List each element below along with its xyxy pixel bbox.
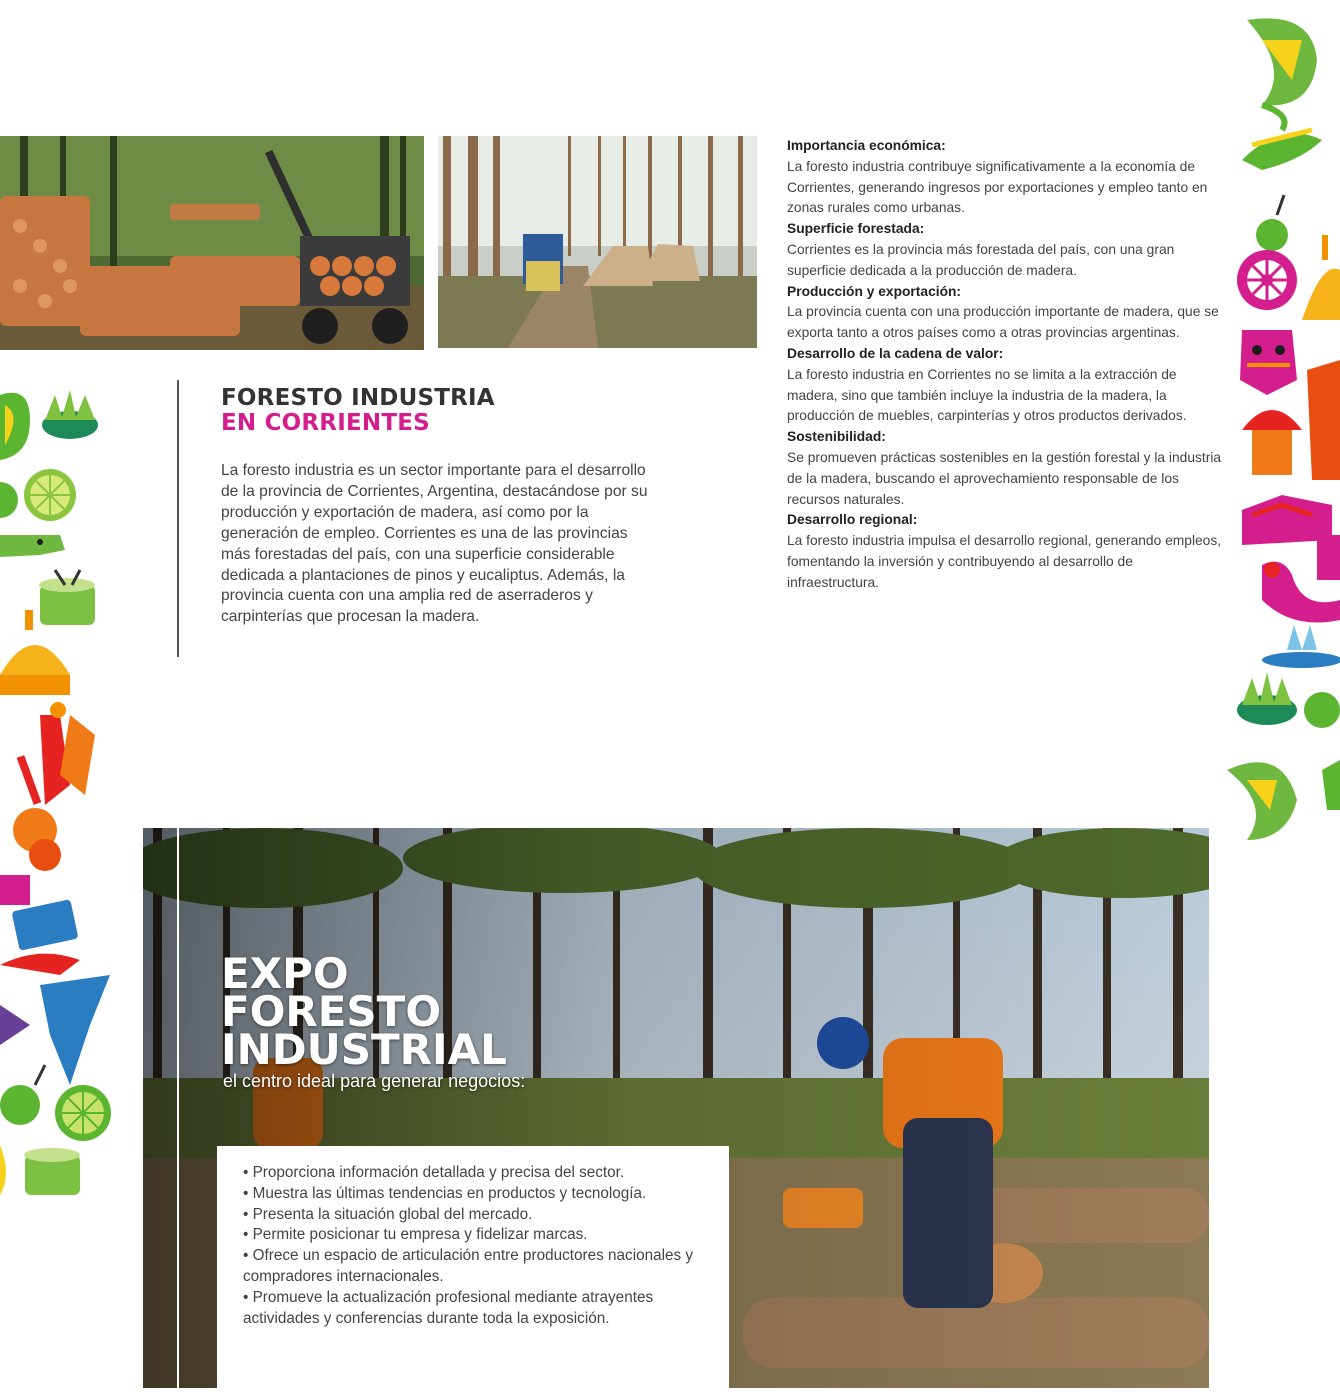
expo-title-line: INDUSTRIAL <box>221 1025 507 1074</box>
section-heading: Importancia económica: <box>787 138 946 153</box>
section-heading: Sostenibilidad: <box>787 429 886 445</box>
list-item: • Permite posicionar tu empresa y fidelizar marcas. <box>243 1226 588 1244</box>
crocodile-icon <box>1242 130 1322 170</box>
expo-subtitle: el centro ideal para generar negocios: <box>223 1071 526 1091</box>
citrus-icon <box>55 1085 111 1141</box>
intro-paragraph: La foresto industria es un sector importante para el desarrollo de la provincia de Corrientes, Argentina, destacándose por su producción y exportación de madera, así como por la generación de empleo. Corrientes es una de las provincias más forestadas del país, con una superficie considerable dedicada a plantaciones de pinos y eucaliptus. Además, la provincia cuenta con una amplia red de aserraderos y carpinterías que procesan la madera. <box>221 462 648 626</box>
expo-divider <box>177 828 179 1388</box>
info-column <box>787 136 1223 594</box>
page-subtitle: EN CORRIENTES <box>221 410 430 436</box>
section-heading: Desarrollo de la cadena de valor: <box>787 345 1004 361</box>
log-loader-photo <box>0 136 424 350</box>
section-text: La foresto industria en Corrientes no se limita a la extracción de madera, sino que también incluye la industria de la madera, la producción de muebles, carpinterías y otros productos derivados. <box>787 366 1187 424</box>
gaucho-icon <box>0 954 110 1085</box>
section-text: Corrientes es la provincia más forestada del país, con una gran superficie dedicada a la producción de madera. <box>787 241 1175 278</box>
list-item: • Ofrece un espacio de articulación entre productores nacionales y compradores internacionales. <box>243 1247 694 1285</box>
drum-icon <box>0 1145 80 1195</box>
crocodile-icon <box>0 535 65 557</box>
section-text: La foresto industria contribuye significativamente a la economía de Corrientes, generando ingresos por exportaciones y empleo tanto en zonas rurales como urbanas. <box>787 158 1208 216</box>
plant-icon <box>42 390 98 439</box>
dancers-icon <box>40 702 95 805</box>
list-item: • Promueve la actualización profesional mediante atrayentes actividades y conferencias durante toda la exposición. <box>243 1288 654 1327</box>
citrus-icon <box>0 469 76 521</box>
gourd-icon <box>1256 195 1288 251</box>
page-title: FORESTO INDUSTRIA <box>221 385 495 411</box>
left-icon-strip <box>0 385 120 1205</box>
fish-icon <box>1247 18 1317 130</box>
expo-title-line: FORESTO <box>221 987 442 1036</box>
drum-icon <box>39 570 95 625</box>
list-item: • Muestra las últimas tendencias en productos y tecnología. <box>243 1184 647 1202</box>
section-heading: Superficie forestada: <box>787 221 925 237</box>
gourd-icon <box>0 1065 45 1125</box>
section-text: La foresto industria impulsa el desarrollo regional, generando empleos, fomentando la inversión y contribuyendo al desarrollo de infraestructura. <box>787 533 1222 590</box>
jaguar-icon <box>1240 330 1297 395</box>
lotus-icon <box>1262 625 1340 668</box>
right-icon-strip <box>1222 10 1340 855</box>
bird-icon <box>1262 535 1340 623</box>
forest-truck-photo <box>438 136 757 348</box>
section-text: La provincia cuenta con una producción importante de madera, que se exporta tanto a otros países como a otras provincias argentinas. <box>787 304 1219 341</box>
section-text: Se promueven prácticas sostenibles en la gestión forestal y la industria de la madera, buscando el aprovechamiento responsable de los recursos naturales. <box>787 449 1222 507</box>
church-dome-icon <box>1302 235 1340 320</box>
expo-benefits-list <box>243 1163 713 1329</box>
list-item: • Proporciona información detallada y precisa del sector. <box>243 1164 625 1181</box>
section-heading: Desarrollo regional: <box>787 512 918 528</box>
accordion-icon <box>0 875 79 951</box>
list-item: • Presenta la situación global del mercado. <box>243 1205 533 1223</box>
expo-title-line: EXPO <box>221 949 349 998</box>
wheel-icon <box>1237 250 1297 310</box>
intro-divider <box>177 380 179 657</box>
section-heading: Producción y exportación: <box>787 283 962 299</box>
fish-icon <box>0 393 30 460</box>
fish-icon <box>1227 760 1340 840</box>
expo-title <box>221 949 507 1074</box>
plant-icon <box>1237 672 1340 728</box>
